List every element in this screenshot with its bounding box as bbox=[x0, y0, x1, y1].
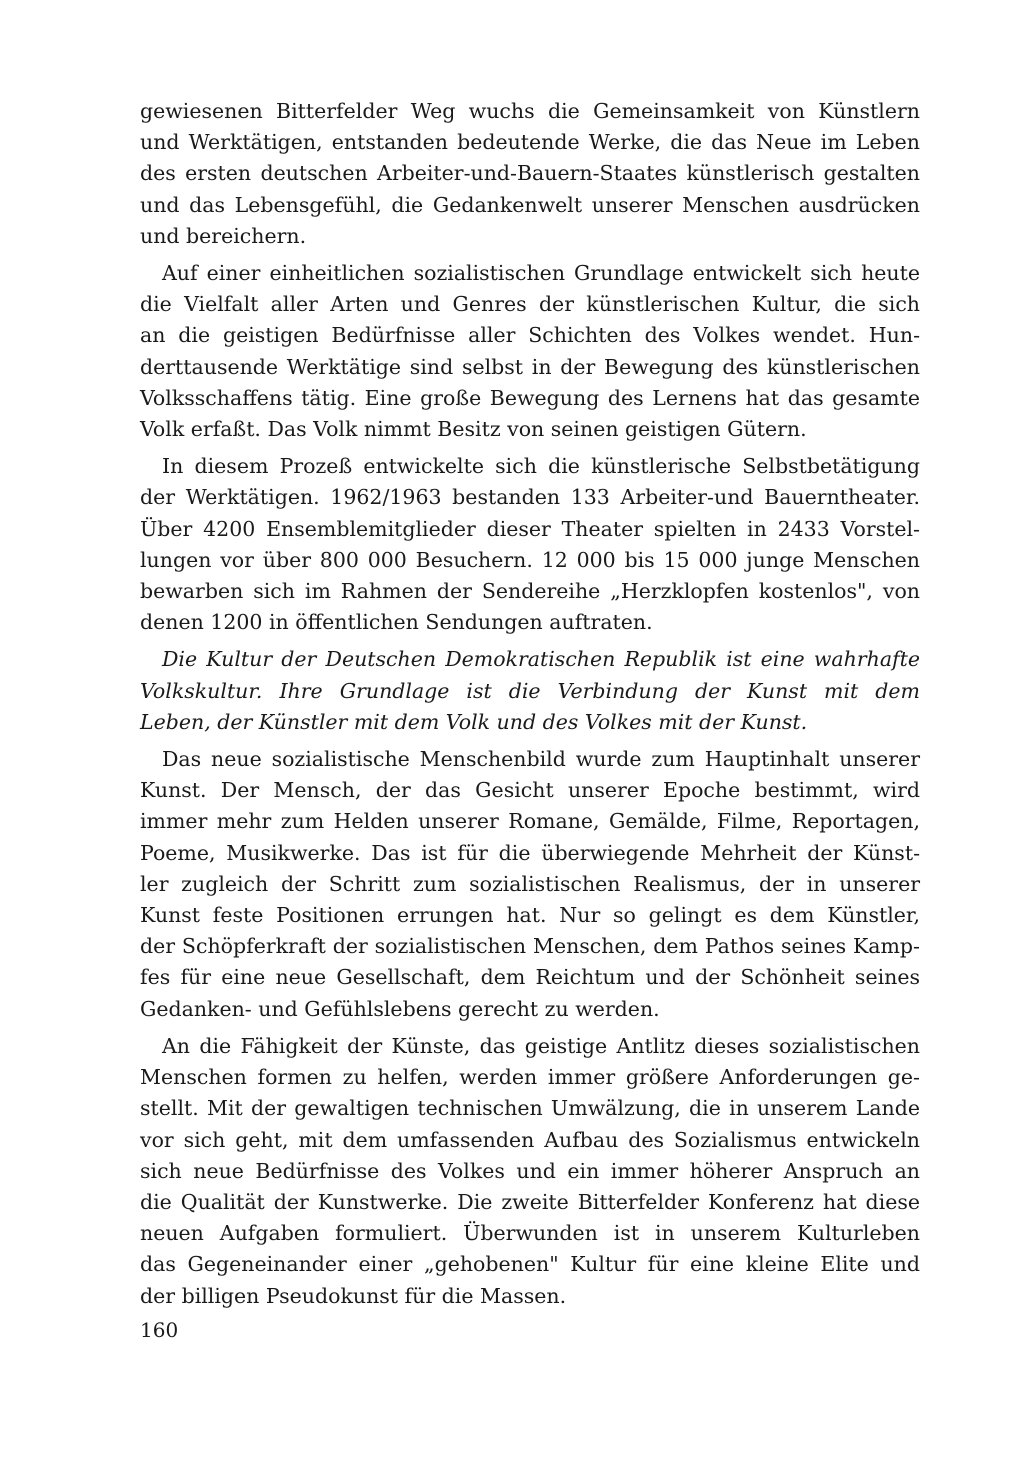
page-body bbox=[140, 96, 920, 1318]
text-line: In diesem Prozeß entwickelte sich die künstlerische Selbstbetätigung bbox=[162, 454, 920, 479]
text-line: Die Kultur der Deutschen Demokratischen Republik ist eine wahrhafte bbox=[162, 647, 920, 672]
text-line: und Werktätigen, entstanden bedeutende Werke, die das Neue im Leben bbox=[140, 130, 920, 155]
text-line: stellt. Mit der gewaltigen technischen Umwälzung, die in unserem Lande bbox=[140, 1096, 920, 1121]
text-line: die Qualität der Kunstwerke. Die zweite Bitterfelder Konferenz hat diese bbox=[140, 1189, 920, 1214]
text-line: Menschen formen zu helfen, werden immer größere Anforderungen ge- bbox=[140, 1065, 920, 1090]
page-number: 160 bbox=[140, 1318, 179, 1342]
paragraph-6 bbox=[140, 1031, 920, 1312]
text-line: immer mehr zum Helden unserer Romane, Gemälde, Filme, Reportagen, bbox=[140, 809, 920, 834]
text-line: bewarben sich im Rahmen der Sendereihe „Herzklopfen kostenlos", von bbox=[140, 579, 920, 604]
paragraph-1 bbox=[140, 96, 920, 252]
text-line: das Gegeneinander einer „gehobenen" Kultur für eine kleine Elite und bbox=[140, 1252, 920, 1277]
text-line: Volk erfaßt. Das Volk nimmt Besitz von seinen geistigen Gütern. bbox=[140, 417, 807, 442]
text-line: Gedanken- und Gefühlslebens gerecht zu werden. bbox=[140, 996, 660, 1021]
paragraph-2 bbox=[140, 258, 920, 445]
text-line: die Vielfalt aller Arten und Genres der künstlerischen Kultur, die sich bbox=[140, 292, 920, 317]
text-line: Kunst feste Positionen errungen hat. Nur so gelingt es dem Künstler, bbox=[140, 903, 920, 928]
paragraph-4-italic bbox=[140, 644, 920, 738]
text-line: an die geistigen Bedürfnisse aller Schichten des Volkes wendet. Hun- bbox=[140, 323, 920, 348]
text-line: Über 4200 Ensemblemitglieder dieser Theater spielten in 2433 Vorstel- bbox=[140, 516, 920, 541]
text-line: Volksschaffens tätig. Eine große Bewegung des Lernens hat das gesamte bbox=[140, 385, 920, 410]
text-line: Kunst. Der Mensch, der das Gesicht unserer Epoche bestimmt, wird bbox=[140, 778, 920, 803]
text-line: lungen vor über 800 000 Besuchern. 12 000 bis 15 000 junge Menschen bbox=[140, 547, 920, 572]
paragraph-5 bbox=[140, 744, 920, 1025]
text-line: Leben, der Künstler mit dem Volk und des Volkes mit der Kunst. bbox=[140, 709, 808, 734]
text-line: denen 1200 in öffentlichen Sendungen auftraten. bbox=[140, 610, 653, 635]
text-line: und das Lebensgefühl, die Gedankenwelt unserer Menschen ausdrücken bbox=[140, 192, 920, 217]
text-line: derttausende Werktätige sind selbst in der Bewegung des künstlerischen bbox=[140, 354, 920, 379]
paragraph-3 bbox=[140, 451, 920, 638]
text-line: und bereichern. bbox=[140, 223, 307, 248]
text-line: Auf einer einheitlichen sozialistischen Grundlage entwickelt sich heute bbox=[162, 261, 920, 286]
text-line: Das neue sozialistische Menschenbild wurde zum Hauptinhalt unserer bbox=[162, 747, 920, 772]
text-line: Volkskultur. Ihre Grundlage ist die Verbindung der Kunst mit dem bbox=[140, 678, 920, 703]
text-line: der Werktätigen. 1962/1963 bestanden 133 Arbeiter-und Bauerntheater. bbox=[140, 485, 920, 510]
text-line: fes für eine neue Gesellschaft, dem Reichtum und der Schönheit seines bbox=[140, 965, 920, 990]
text-line: Poeme, Musikwerke. Das ist für die überwiegende Mehrheit der Künst- bbox=[140, 840, 920, 865]
text-line: der billigen Pseudokunst für die Massen. bbox=[140, 1283, 567, 1308]
text-line: gewiesenen Bitterfelder Weg wuchs die Gemeinsamkeit von Künstlern bbox=[140, 99, 920, 123]
text-line: vor sich geht, mit dem umfassenden Aufbau des Sozialismus entwickeln bbox=[140, 1127, 920, 1152]
text-line: neuen Aufgaben formuliert. Überwunden ist in unserem Kulturleben bbox=[140, 1221, 920, 1246]
text-line: An die Fähigkeit der Künste, das geistige Antlitz dieses sozialistischen bbox=[162, 1033, 920, 1058]
text-line: ler zugleich der Schritt zum sozialistischen Realismus, der in unserer bbox=[140, 871, 920, 896]
text-line: sich neue Bedürfnisse des Volkes und ein immer höherer Anspruch an bbox=[140, 1158, 920, 1183]
text-line: des ersten deutschen Arbeiter-und-Bauern-Staates künstlerisch gestalten bbox=[140, 161, 920, 186]
text-line: der Schöpferkraft der sozialistischen Menschen, dem Pathos seines Kamp- bbox=[140, 934, 920, 959]
